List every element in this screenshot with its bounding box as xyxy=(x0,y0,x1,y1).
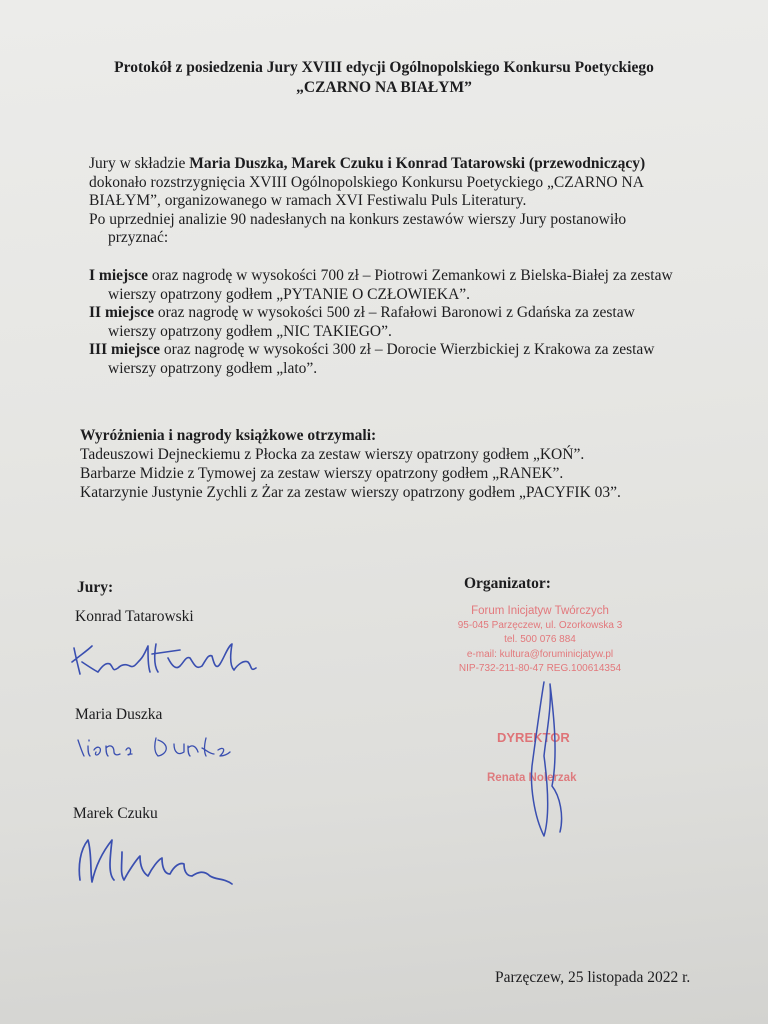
intro-line-3: BIAŁYM”, organizowanego w ramach XVI Festiwalu Puls Literatury. xyxy=(89,192,527,209)
jury-label: Jury: xyxy=(77,579,114,596)
intro-line-4: Po uprzedniej analizie 90 nadesłanych na konkurs zestawów wierszy Jury postanowiło xyxy=(89,210,627,228)
stamp-line: e-mail: kultura@foruminicjatyw.pl xyxy=(466,648,614,660)
award-text: oraz nagrodę w wysokości 300 zł – Dorocie Wierzbickiej z Krakowa za zestaw xyxy=(160,341,655,358)
award-text-cont: wierszy opatrzony godłem „NIC TAKIEGO”. xyxy=(108,322,392,340)
signature-director xyxy=(500,676,590,846)
stamp-line: Forum Inicjatyw Twórczych xyxy=(471,605,609,617)
director-name-stamp: Renata Nolerzak xyxy=(487,772,577,784)
distinctions-heading: Wyróżnienia i nagrody książkowe otrzymali: xyxy=(80,427,377,444)
stamp-line: 95-045 Parzęczew, ul. Ozorkowska 3 xyxy=(457,619,623,631)
award-text-cont: wierszy opatrzony godłem „PYTANIE O CZŁOWIEKA”. xyxy=(108,285,471,303)
director-title-stamp: DYREKTOR xyxy=(497,730,570,745)
award-first xyxy=(89,267,729,304)
award-third xyxy=(89,341,729,378)
award-text: oraz nagrodę w wysokości 700 zł – Piotrowi Zemankowi z Bielska-Białej za zestaw xyxy=(147,267,673,284)
award-text-cont: wierszy opatrzony godłem „lato”. xyxy=(108,359,318,377)
distinction-item: Katarzynie Justynie Zychli z Żar za zestaw wierszy opatrzony godłem „PACYFIK 03”. xyxy=(80,484,621,501)
award-place: I miejsce xyxy=(89,267,148,284)
organizer-stamp xyxy=(440,604,640,677)
jury-member-name: Maria Duszka xyxy=(75,706,163,723)
document-date: Parzęczew, 25 listopada 2022 r. xyxy=(495,969,691,986)
awards-list xyxy=(89,267,729,378)
award-second xyxy=(89,304,729,341)
award-place: II miejsce xyxy=(89,304,154,321)
distinction-item: Tadeuszowi Dejneckiemu z Płocka za zestaw wierszy opatrzony godłem „KOŃ”. xyxy=(80,446,585,463)
distinction-item: Barbarze Midzie z Tymowej za zestaw wierszy opatrzony godłem „RANEK”. xyxy=(80,465,564,482)
signature-tatarowski xyxy=(68,636,268,686)
intro-line-2: dokonało rozstrzygnięcia XVIII Ogólnopolskiego Konkursu Poetyckiego „CZARNO NA xyxy=(89,173,644,191)
stamp-line: tel. 500 076 884 xyxy=(504,634,576,645)
award-text: oraz nagrodę w wysokości 500 zł – Rafałowi Baronowi z Gdańska za zestaw xyxy=(154,304,635,321)
title-line-1: Protokół z posiedzenia Jury XVIII edycji Ogólnopolskiego Konkursu Poetyckiego xyxy=(114,59,654,76)
intro-paragraph xyxy=(89,155,689,248)
signature-duszka xyxy=(74,732,234,762)
document-title xyxy=(0,58,768,98)
jury-members-inline: Maria Duszka, Marek Czuku i Konrad Tatarowski (przewodniczący) xyxy=(189,155,646,172)
title-line-2: „CZARNO NA BIAŁYM” xyxy=(296,79,472,96)
intro-line-5: przyznać: xyxy=(108,229,169,246)
signature-czuku xyxy=(66,830,246,900)
intro-prefix: Jury w składzie xyxy=(89,155,190,172)
award-place: III miejsce xyxy=(89,341,161,358)
distinctions-section xyxy=(80,426,740,502)
stamp-line: NIP-732-211-80-47 REG.100614354 xyxy=(458,663,622,674)
organizer-label: Organizator: xyxy=(464,575,551,592)
jury-member-name: Marek Czuku xyxy=(73,805,158,822)
jury-member-name: Konrad Tatarowski xyxy=(75,608,194,625)
